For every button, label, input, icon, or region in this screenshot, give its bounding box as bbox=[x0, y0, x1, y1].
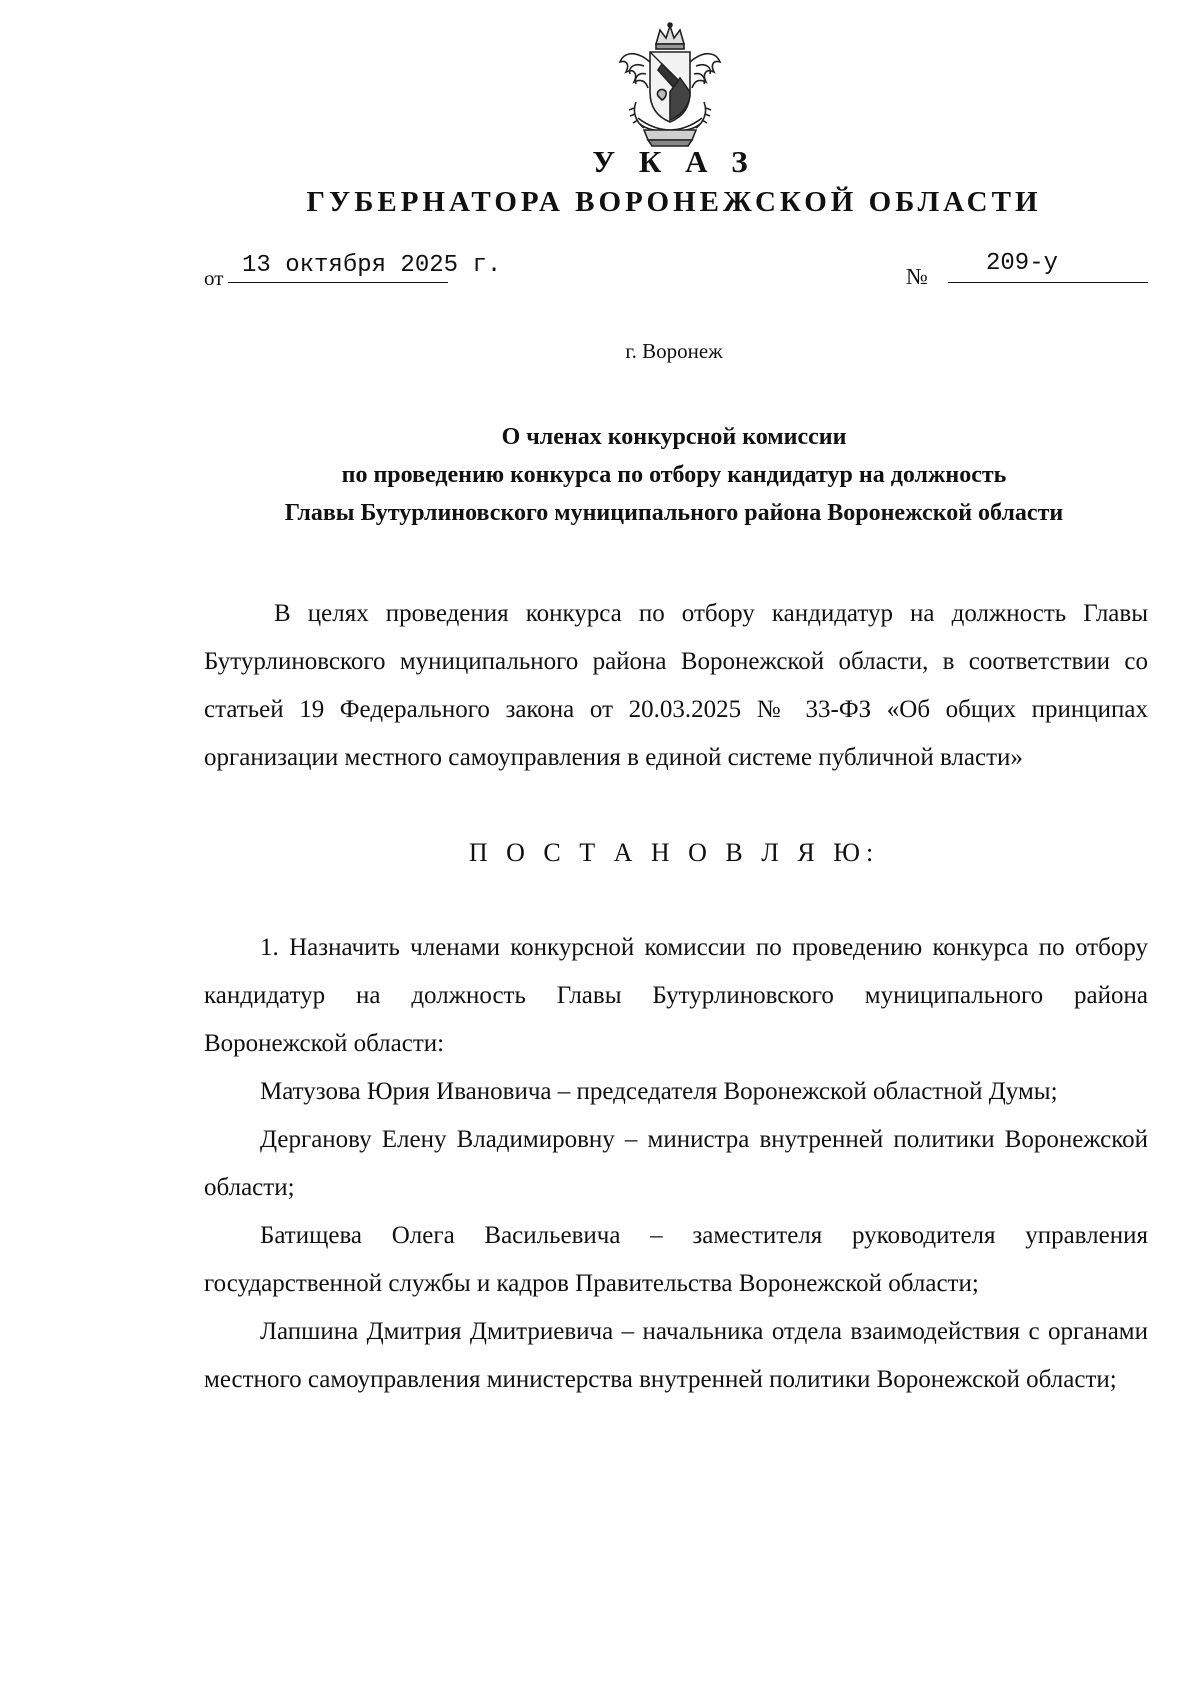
date-from-label: от bbox=[204, 266, 224, 290]
clause-1-text: 1. Назначить членами конкурсной комиссии по проведению конкурса по отбору кандидатур на должность Главы Бутурлиновского муниципального района Воронежской области: bbox=[204, 934, 1148, 1057]
list-item: Дерганову Елену Владимировну – министра внутренней политики Воронежской области; bbox=[204, 1126, 1148, 1201]
decree-subject bbox=[148, 418, 1200, 532]
decree-number: 209-у bbox=[986, 250, 1059, 277]
coat-of-arms-icon bbox=[614, 22, 726, 150]
subject-line: по проведению конкурса по отбору кандидатур на должность bbox=[341, 462, 1007, 488]
decree-date: 13 октября 2025 г. bbox=[242, 252, 502, 279]
list-item: Лапшина Дмитрия Дмитриевича – начальника отдела взаимодействия с органами местного самоуправления министерства внутренней политики Воронежской области; bbox=[204, 1318, 1148, 1393]
decree-issuer: ГУБЕРНАТОРА ВОРОНЕЖСКОЙ ОБЛАСТИ bbox=[306, 186, 1042, 218]
clause-1 bbox=[204, 924, 1148, 1068]
preamble bbox=[204, 590, 1148, 782]
decree-title: У К А З bbox=[592, 144, 756, 179]
number-field bbox=[948, 250, 1148, 283]
subject-line: О членах конкурсной комиссии bbox=[501, 424, 847, 450]
preamble-text: В целях проведения конкурса по отбору кандидатур на должность Главы Бутурлиновского муниципального района Воронежской области, в соответствии со статьей 19 Федерального закона от 20.03.2025 № 33-ФЗ «Об общих принципах организации местного самоуправления в единой системе публичной власти» bbox=[204, 600, 1148, 771]
list-item: Матузова Юрия Ивановича – председателя Воронежской областной Думы; bbox=[260, 1078, 1058, 1105]
date-field bbox=[228, 250, 502, 283]
decree-meta-row bbox=[204, 250, 1148, 290]
list-item: Батищева Олега Васильевича – заместителя руководителя управления государственной службы и кадров Правительства Воронежской области; bbox=[204, 1222, 1148, 1297]
member-list bbox=[204, 1068, 1148, 1404]
issue-city: г. Воронеж bbox=[625, 339, 723, 363]
ordain-heading: П О С Т А Н О В Л Я Ю: bbox=[468, 838, 880, 867]
subject-line: Главы Бутурлиновского муниципального района Воронежской области bbox=[284, 500, 1064, 526]
number-label: № bbox=[906, 264, 928, 289]
